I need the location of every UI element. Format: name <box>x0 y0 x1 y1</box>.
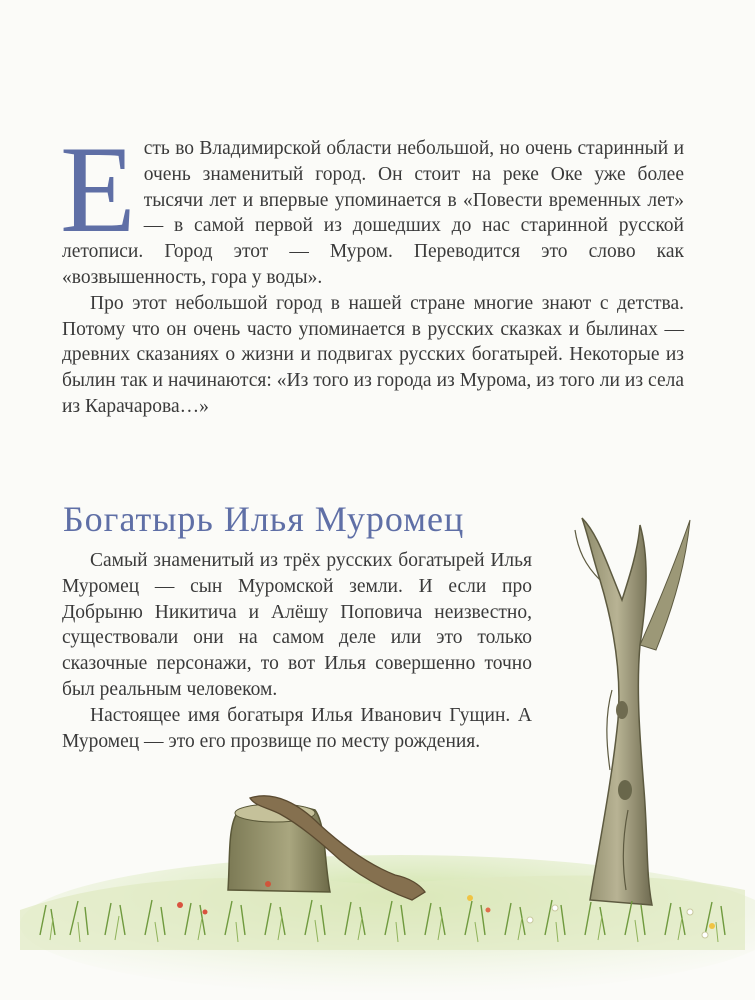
tree-meadow-illustration <box>0 480 755 1000</box>
intro-paragraph-1: сть во Владимирской области небольшой, но очень старинный и очень знаменитый город. Он стоит на реке Оке уже более тысячи лет и впервые упоминается в «Повести временных лет» — в самой первой из дошедших до нас старинной русской летописи. Город этот — Муром. Переводится это слово как «возвышенность, гора у воды». <box>62 138 684 288</box>
section-title: Богатырь Илья Муромец <box>63 499 465 539</box>
intro-paragraph-2: Про этот небольшой город в нашей стране многие знают с детства. Потому что он очень часто упоминается в русских сказках и былинах — древних сказаниях о жизни и подвигах русских богатырей. Некоторые из былин так и начинаются: «Из того из города из Мурома, из того ли из села из Карачарова…» <box>62 292 684 417</box>
intro-text <box>60 121 684 420</box>
section-paragraph-1: Самый знаменитый из трёх русских богатырей Илья Муромец — сын Муромской земли. И если про Добрыню Никитича и Алёшу Поповича неизвестно, существовали они на самом деле или это только сказочные персонажи, то вот Илья совершенно точно был реальным человеком. <box>62 550 532 700</box>
drop-cap: Е <box>60 121 136 258</box>
section-paragraph-2: Настоящее имя богатыря Илья Иванович Гущин. А Муромец — это его прозвище по месту рождения. <box>62 704 532 752</box>
